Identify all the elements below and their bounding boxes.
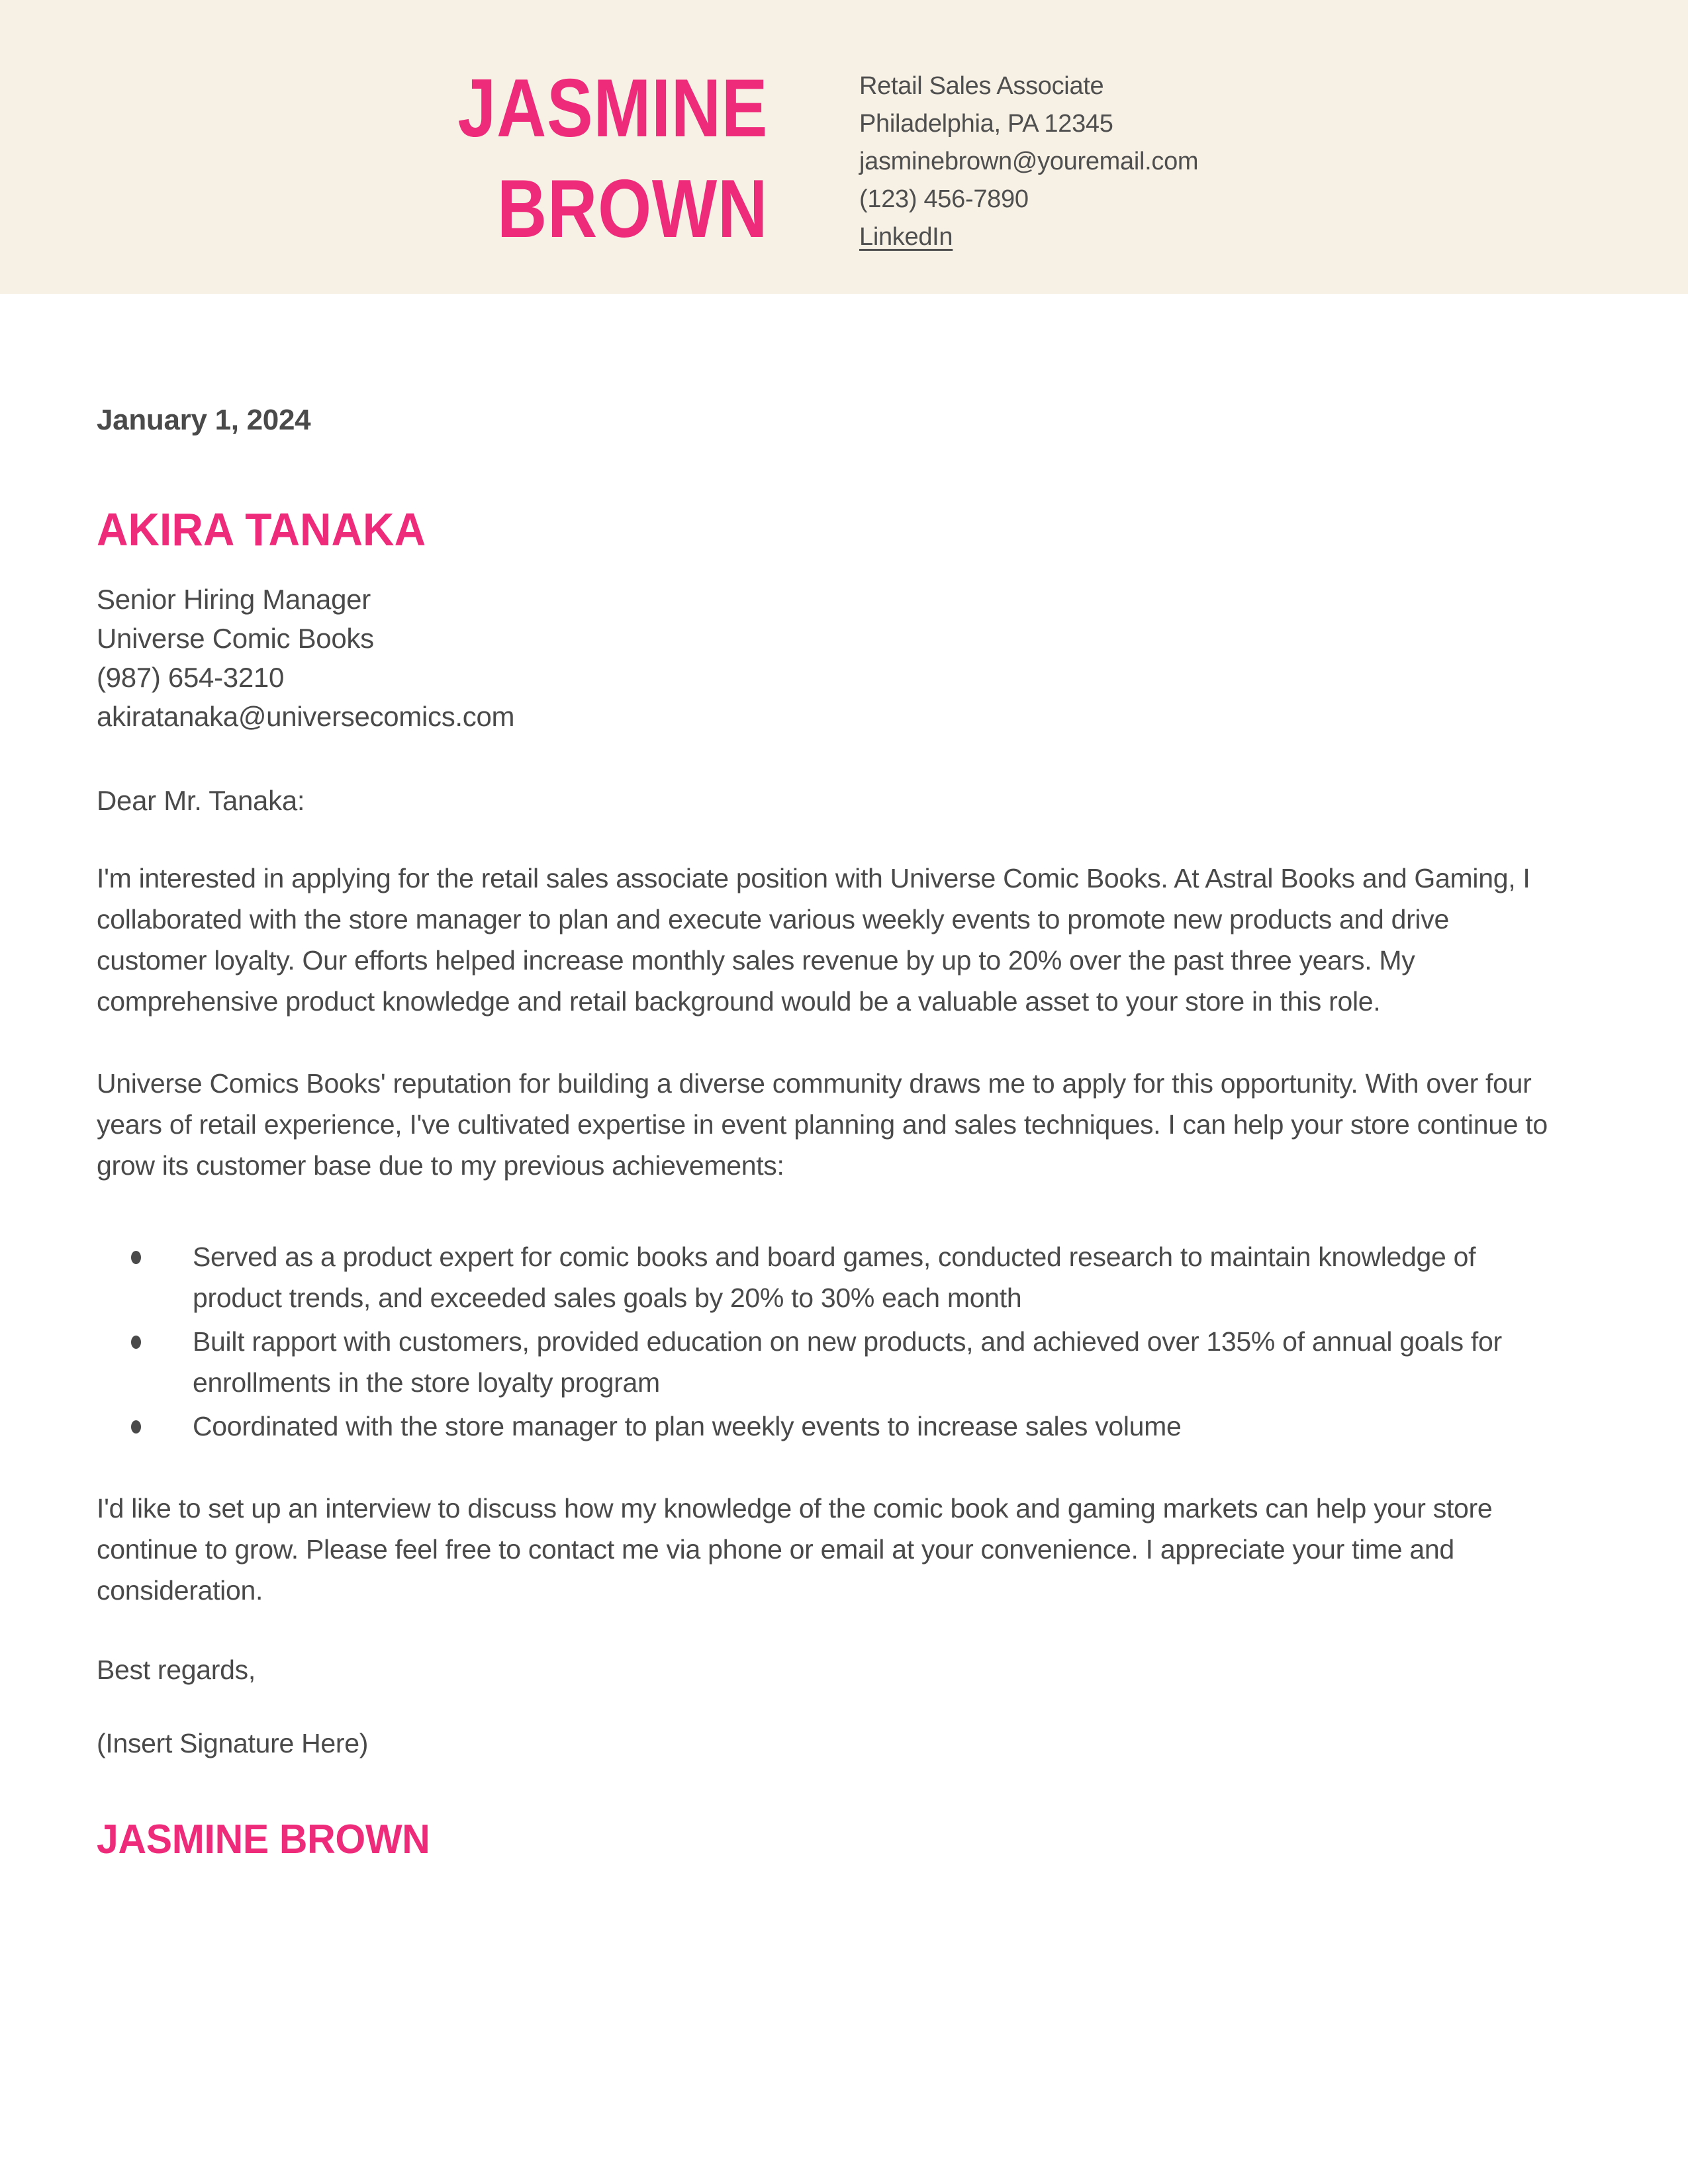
list-item [97,1406,1556,1447]
list-item [97,1321,1556,1403]
letter-body [0,404,1688,1863]
linkedin-link[interactable]: LinkedIn [859,223,953,251]
list-item [97,1236,1556,1318]
paragraph-intro: I'm interested in applying for the retail sales associate position with Universe Comic Books. At Astral Books and Gaming, I collaborated with the store manager to plan and execute various weekly events to promote new products and drive customer loyalty. Our efforts helped increase monthly sales revenue by up to 20% over the past three years. My comprehensive product knowledge and retail background would be a valuable asset to your store in this role. [97,863,1530,1017]
contact-location: Philadelphia, PA 12345 [859,110,1113,138]
paragraph-experience: Universe Comics Books' reputation for building a diverse community draws me to apply for this opportunity. With over four years of retail experience, I've cultivated expertise in event planning and sales techniques. I can help your store continue to grow its customer base due to my previous achievements: [97,1068,1548,1181]
bullet-icon [131,1251,141,1264]
letter-date: January 1, 2024 [97,404,311,436]
signature-name: JASMINE BROWN [97,1817,430,1862]
list-item-text: Served as a product expert for comic books and board games, conducted research to maintain knowledge of product trends, and exceeded sales goals by 20% to 30% each month [193,1242,1476,1313]
bullet-icon [131,1420,141,1433]
letterhead [0,0,1688,294]
signoff: Best regards, [97,1655,256,1685]
list-item-text: Built rapport with customers, provided education on new products, and achieved over 135% of annual goals for enrollments in the store loyalty program [193,1326,1502,1398]
recipient-title: Senior Hiring Manager [97,584,371,615]
applicant-last-name: BROWN [496,163,768,255]
contact-info [859,58,1198,256]
contact-phone: (123) 456-7890 [859,185,1029,213]
signature-placeholder: (Insert Signature Here) [97,1728,369,1758]
contact-job-title: Retail Sales Associate [859,72,1104,100]
applicant-first-name: JASMINE [457,63,768,154]
recipient-phone: (987) 654-3210 [97,662,285,693]
recipient-details [97,580,1556,736]
recipient-email: akiratanaka@universecomics.com [97,701,515,732]
applicant-name [0,58,768,259]
list-item-text: Coordinated with the store manager to plan weekly events to increase sales volume [193,1411,1182,1441]
recipient-company: Universe Comic Books [97,623,374,654]
paragraph-closing: I'd like to set up an interview to discuss how my knowledge of the comic book and gaming markets can help your store continue to grow. Please feel free to contact me via phone or email at your convenience. I appreciate your time and consideration. [97,1493,1493,1606]
achievements-list [97,1236,1556,1447]
recipient-name: AKIRA TANAKA [97,504,426,555]
contact-email: jasminebrown@youremail.com [859,148,1199,175]
salutation: Dear Mr. Tanaka: [97,785,305,816]
bullet-icon [131,1336,141,1349]
